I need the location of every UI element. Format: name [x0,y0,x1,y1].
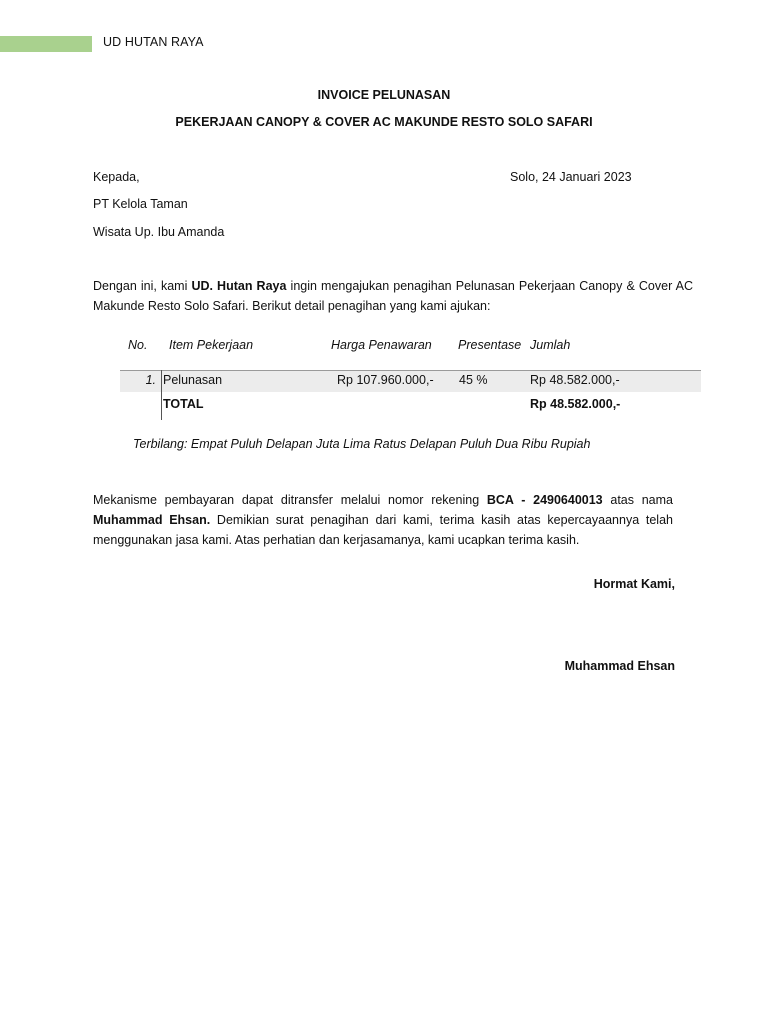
recipient-attention: Wisata Up. Ibu Amanda [93,225,225,239]
invoice-subtitle: PEKERJAAN CANOPY & COVER AC MAKUNDE RESTO SOLO SAFARI [175,115,593,129]
table-header-jumlah: Jumlah [530,338,571,352]
table-header-item: Item Pekerjaan [169,338,254,352]
amount-in-words: Terbilang: Empat Puluh Delapan Juta Lima Ratus Delapan Puluh Dua Ribu Rupiah [133,437,591,451]
table-divider [161,370,162,420]
intro-company: UD. Hutan Raya [191,279,287,293]
table-row-no: 1. [145,373,156,387]
signature-regards: Hormat Kami, [593,577,675,591]
header-accent-bar [0,36,92,52]
table-row-presentase: 45 % [459,373,488,387]
signature-name: Muhammad Ehsan [564,659,675,673]
table-header-presentase: Presentase [458,338,522,352]
invoice-title: INVOICE PELUNASAN [317,88,451,102]
intro-paragraph [93,276,693,316]
closing-text-2: atas nama [602,493,673,507]
bank-account: BCA - 2490640013 [486,493,603,507]
closing-paragraph [93,490,673,550]
table-header-no: No. [128,338,148,352]
company-name: UD HUTAN RAYA [103,35,204,49]
account-holder: Muhammad Ehsan. [93,513,211,527]
table-header-harga: Harga Penawaran [331,338,432,352]
table-total-jumlah: Rp 48.582.000,- [530,397,621,411]
table-total-label: TOTAL [163,397,204,411]
table-row-item: Pelunasan [163,373,223,387]
intro-text-1: Dengan ini, kami [93,279,192,293]
invoice-date: Solo, 24 Januari 2023 [510,170,632,184]
recipient-to-label: Kepada, [93,170,140,184]
table-row-harga: Rp 107.960.000,- [337,373,434,387]
recipient-name: PT Kelola Taman [93,197,188,211]
intro-text-2: ingin mengajukan penagihan Pelunasan Pekerjaan Canopy & Cover AC Makunde Resto Solo Safari. Berikut detail penagihan yang kami ajukan: [93,279,693,313]
closing-text-3: Demikian surat penagihan dari kami, terima kasih atas kepercayaannya telah menggunakan jasa kami. Atas perhatian dan kerjasamanya, kami ucapkan terima kasih. [93,513,673,547]
table-row-jumlah: Rp 48.582.000,- [530,373,620,387]
closing-text-1: Mekanisme pembayaran dapat ditransfer melalui nomor rekening [93,493,487,507]
